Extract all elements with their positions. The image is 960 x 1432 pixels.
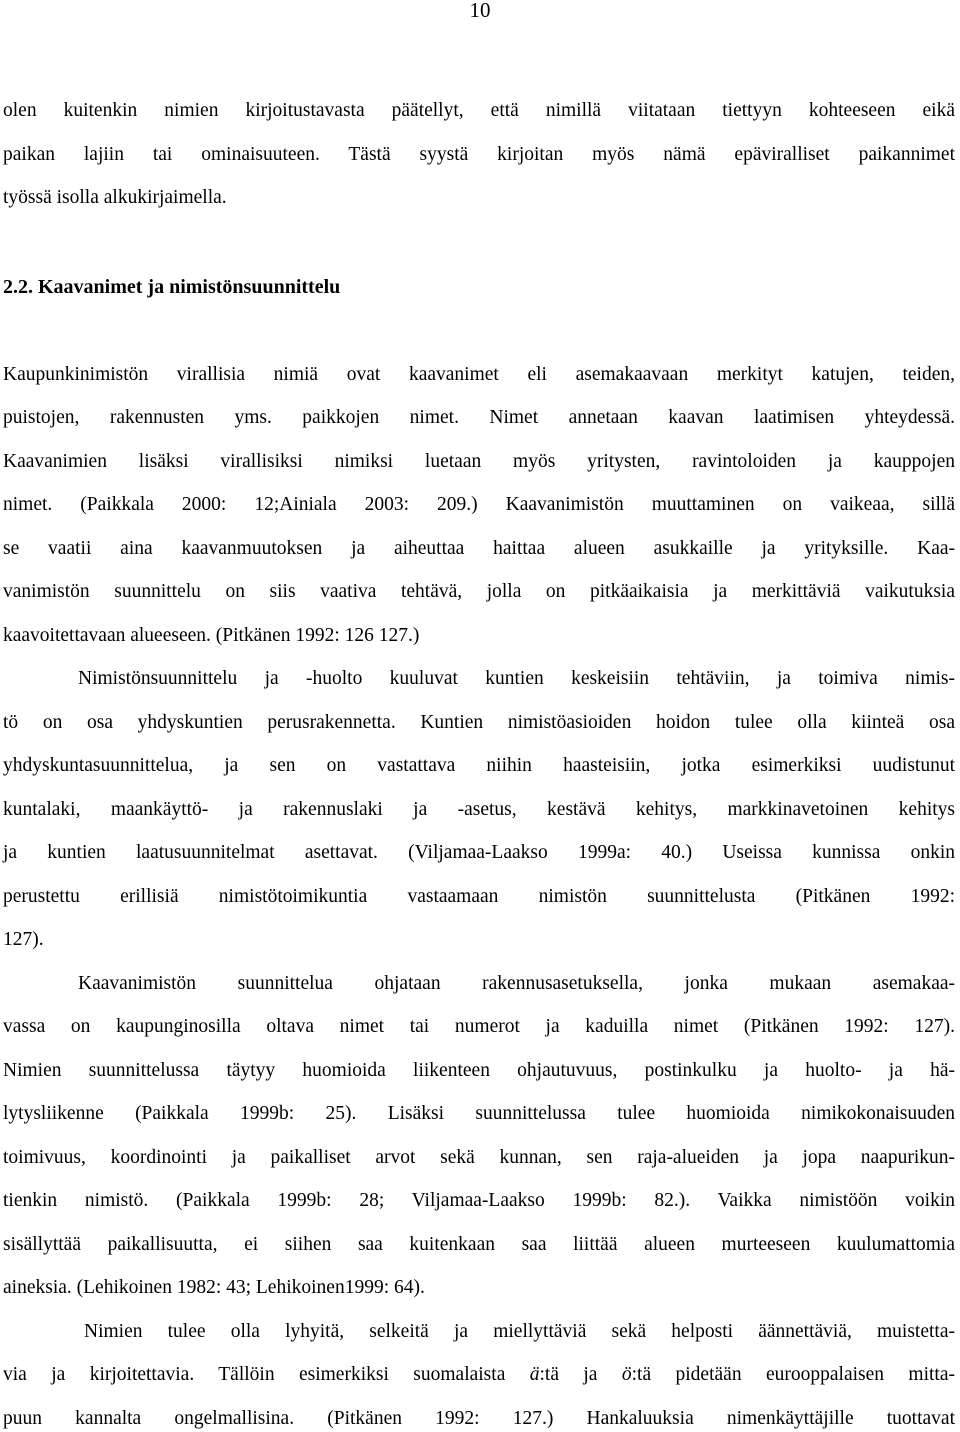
paragraph-line: toimivuus, koordinointi ja paikalliset arvot sekä kunnan, sen raja-alueiden ja jopa naapurikun- [3,1147,955,1168]
paragraph-line: Nimistönsuunnittelu ja -huolto kuuluvat kuntien keskeisiin tehtäviin, ja toimiva nimis- [78,668,955,689]
paragraph-line: kuntalaki, maankäyttö- ja rakennuslaki ja -asetus, kestävä kehitys, markkinavetoinen kehitys [3,799,955,820]
paragraph-line: työssä isolla alkukirjaimella. [3,187,227,208]
paragraph-line: Nimien suunnittelussa täytyy huomioida liikenteen ohjautuvuus, postinkulku ja huolto- ja hä- [3,1060,955,1081]
paragraph-line: perustettu erillisiä nimistötoimikuntia vastaamaan nimistön suunnittelusta (Pitkänen 1992: [3,886,955,907]
paragraph-line: sisällyttää paikallisuutta, ei siihen saa kuitenkaan saa liittää alueen murteeseen kuulumattomia [3,1234,955,1255]
paragraph-line: 127). [3,929,44,950]
italic-letter: ä [529,1364,540,1385]
text-segment: :tä ja [539,1364,622,1385]
text-segment: :tä pidetään eurooppalaisen mitta- [631,1364,955,1385]
paragraph-line: kaavoitettavaan alueeseen. (Pitkänen 1992: 126 127.) [3,625,420,646]
paragraph-line: puun kannalta ongelmallisina. (Pitkänen 1992: 127.) Hankaluuksia nimenkäyttäjille tuottavat [3,1408,955,1429]
paragraph-line: paikan lajiin tai ominaisuuteen. Tästä syystä kirjoitan myös nämä epäviralliset paikannimet [3,144,955,165]
paragraph-line: Kaavanimien lisäksi virallisiksi nimiksi luetaan myös yritysten, ravintoloiden ja kauppojen [3,451,955,472]
paragraph-line: puistojen, rakennusten yms. paikkojen nimet. Nimet annetaan kaavan laatimisen yhteydessä. [3,407,955,428]
paragraph-line: tienkin nimistö. (Paikkala 1999b: 28; Viljamaa-Laakso 1999b: 82.). Vaikka nimistöön voikin [3,1190,955,1211]
paragraph-line: vanimistön suunnittelu on siis vaativa tehtävä, jolla on pitkäaikaisia ja merkittäviä vaikutuksia [3,581,955,602]
section-number: 2.2. [3,276,33,298]
paragraph-line [3,1362,955,1388]
italic-letter: ö [621,1364,632,1385]
section-heading [3,274,340,300]
paragraph-line: Kaupunkinimistön virallisia nimiä ovat kaavanimet eli asemakaavaan merkityt katujen, teiden, [3,364,955,385]
paragraph-line: tö on osa yhdyskuntien perusrakennetta. Kuntien nimistöasioiden hoidon tulee olla kiinteä osa [3,712,955,733]
paragraph-line: vassa on kaupunginosilla oltava nimet tai numerot ja kaduilla nimet (Pitkänen 1992: 127). [3,1016,955,1037]
paragraph-line: yhdyskuntasuunnittelua, ja sen on vastattava niihin haasteisiin, jotka esimerkiksi uudistunut [3,755,955,776]
text-segment: via ja kirjoitettavia. Tällöin esimerkiksi suomalaista [3,1364,530,1385]
paragraph-line: lytysliikenne (Paikkala 1999b: 25). Lisäksi suunnittelussa tulee huomioida nimikokonaisuuden [3,1103,955,1124]
paragraph-line: ja kuntien laatusuunnitelmat asettavat. (Viljamaa-Laakso 1999a: 40.) Useissa kunnissa onkin [3,842,955,863]
paragraph-line: aineksia. (Lehikoinen 1982: 43; Lehikoinen1999: 64). [3,1277,425,1298]
paragraph-line: se vaatii aina kaavanmuutoksen ja aiheuttaa haittaa alueen asukkaille ja yrityksille. Kaa- [3,538,955,559]
paragraph-line: olen kuitenkin nimien kirjoitustavasta päätellyt, että nimillä viitataan tiettyyn kohteeseen eikä [3,100,955,121]
section-title: Kaavanimet ja nimistönsuunnittelu [38,276,341,298]
paragraph-line: nimet. (Paikkala 2000: 12;Ainiala 2003: 209.) Kaavanimistön muuttaminen on vaikeaa, sillä [3,494,955,515]
paragraph-line: Nimien tulee olla lyhyitä, selkeitä ja miellyttäviä sekä helposti äännettäviä, muistetta- [84,1321,955,1342]
paragraph-line: Kaavanimistön suunnittelua ohjataan rakennusasetuksella, jonka mukaan asemakaa- [78,973,955,994]
page-number: 10 [469,0,491,22]
